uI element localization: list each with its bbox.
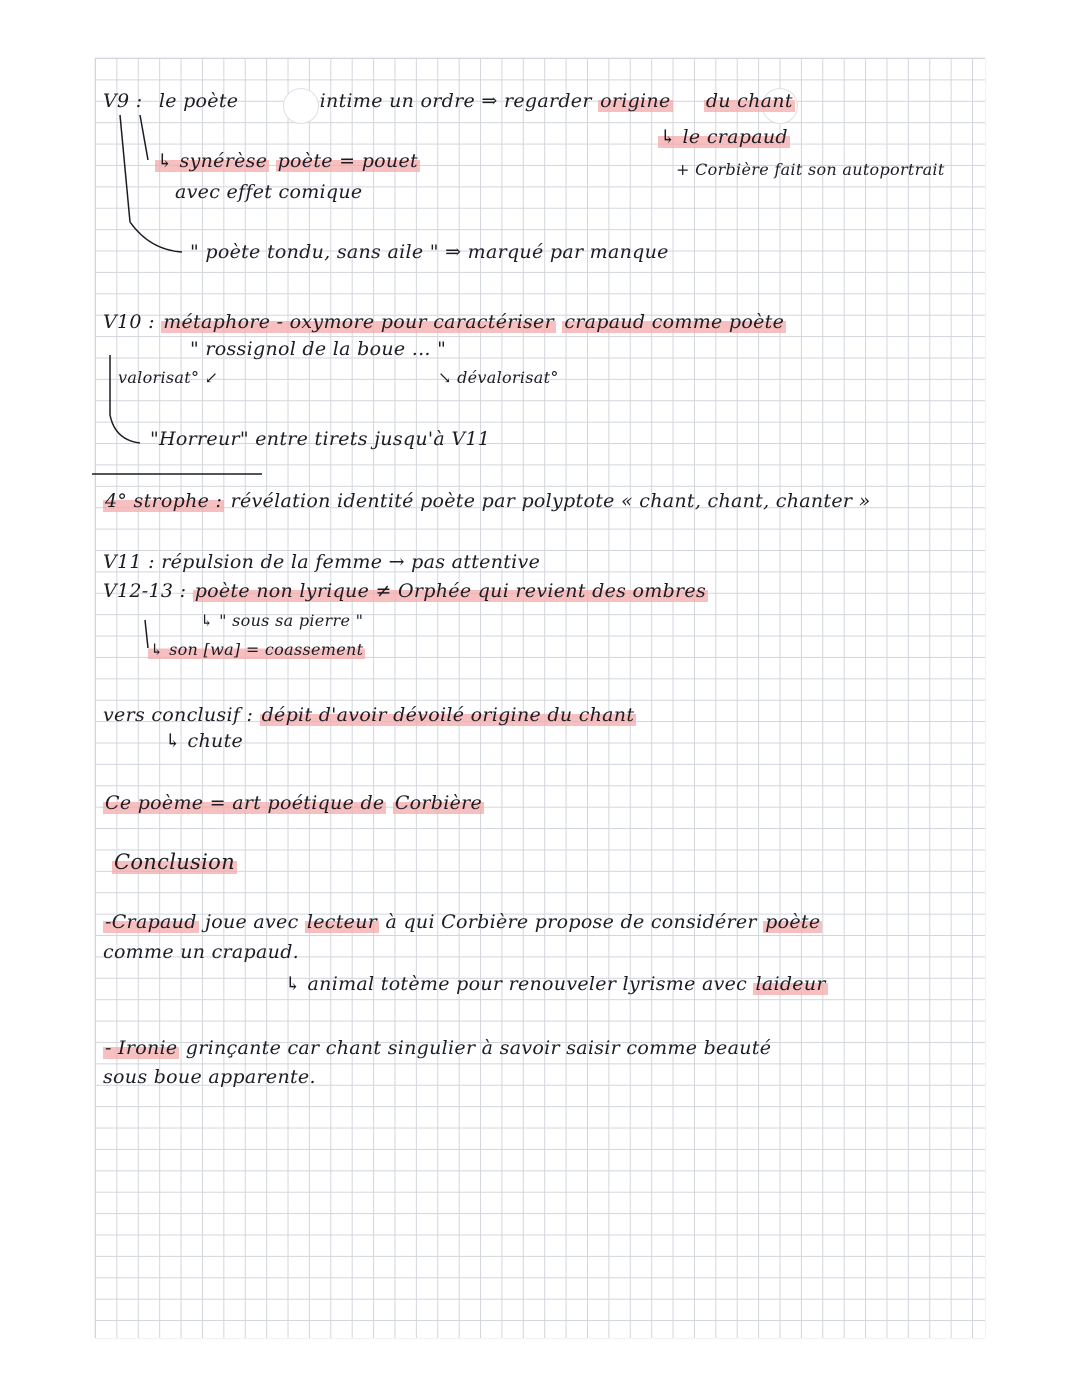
v12-13-line: V12-13 : poète non lyrique ≠ Orphée qui revient des ombres [103, 580, 707, 602]
horreur-line: "Horreur" entre tirets jusqu'à V11 [150, 428, 491, 450]
strophe4-title: 4° strophe : [105, 490, 223, 512]
conclusion-p2-line2: sous boue apparente. [103, 1066, 316, 1088]
synerese-line: ↳ synérèse poète = pouet [157, 150, 418, 172]
v9-quote-line: " poète tondu, sans aile " ⇒ marqué par manque [190, 241, 669, 263]
art-poetique-line: Ce poème = art poétique de Corbière [105, 792, 483, 814]
devalorisation-note: ↘ dévalorisat° [438, 368, 559, 387]
chute-line: ↳ chute [165, 730, 244, 752]
v10-label: V10 : [103, 311, 155, 333]
conclusion-heading: Conclusion [114, 850, 235, 874]
conclusive-line: vers conclusif : dépit d'avoir dévoilé origine du chant [103, 704, 635, 726]
strophe4-line: 4° strophe : révélation identité poète par polyptote « chant, chant, chanter » [105, 490, 871, 512]
conclusion-p1-line2: comme un crapaud. [103, 941, 299, 963]
v11-line: V11 : répulsion de la femme → pas attentive [103, 551, 541, 573]
v9-line: V9 : le poète intime un ordre ⇒ regarder origine du chant [103, 90, 793, 112]
valorisation-note: valorisat° ↙ [118, 368, 219, 387]
v9-sub-autoportrait: + Corbière fait son autoportrait [676, 160, 945, 179]
conclusion-p1-sub: ↳ animal totème pour renouveler lyrisme avec laideur [285, 973, 826, 995]
v10-quote: " rossignol de la boue ... " [190, 338, 447, 360]
synerese-effect-line: avec effet comique [175, 181, 363, 203]
v9-sub-crapaud: ↳ le crapaud [660, 126, 788, 148]
v12-13-sub1: ↳ " sous sa pierre " [200, 611, 364, 630]
highlight: du chant [705, 90, 793, 112]
v12-13-sub2: ↳ son [wa] = coassement [150, 640, 364, 659]
conclusion-p1-line1: -Crapaud joue avec lecteur à qui Corbière propose de considérer poète [105, 911, 821, 933]
highlight: origine [600, 90, 671, 112]
conclusion-p2-line1: - Ironie grinçante car chant singulier à savoir saisir comme beauté [105, 1037, 772, 1059]
v9-label: V9 [103, 90, 130, 112]
v10-line: V10 : métaphore - oxymore pour caractériser crapaud comme poète [103, 311, 785, 333]
